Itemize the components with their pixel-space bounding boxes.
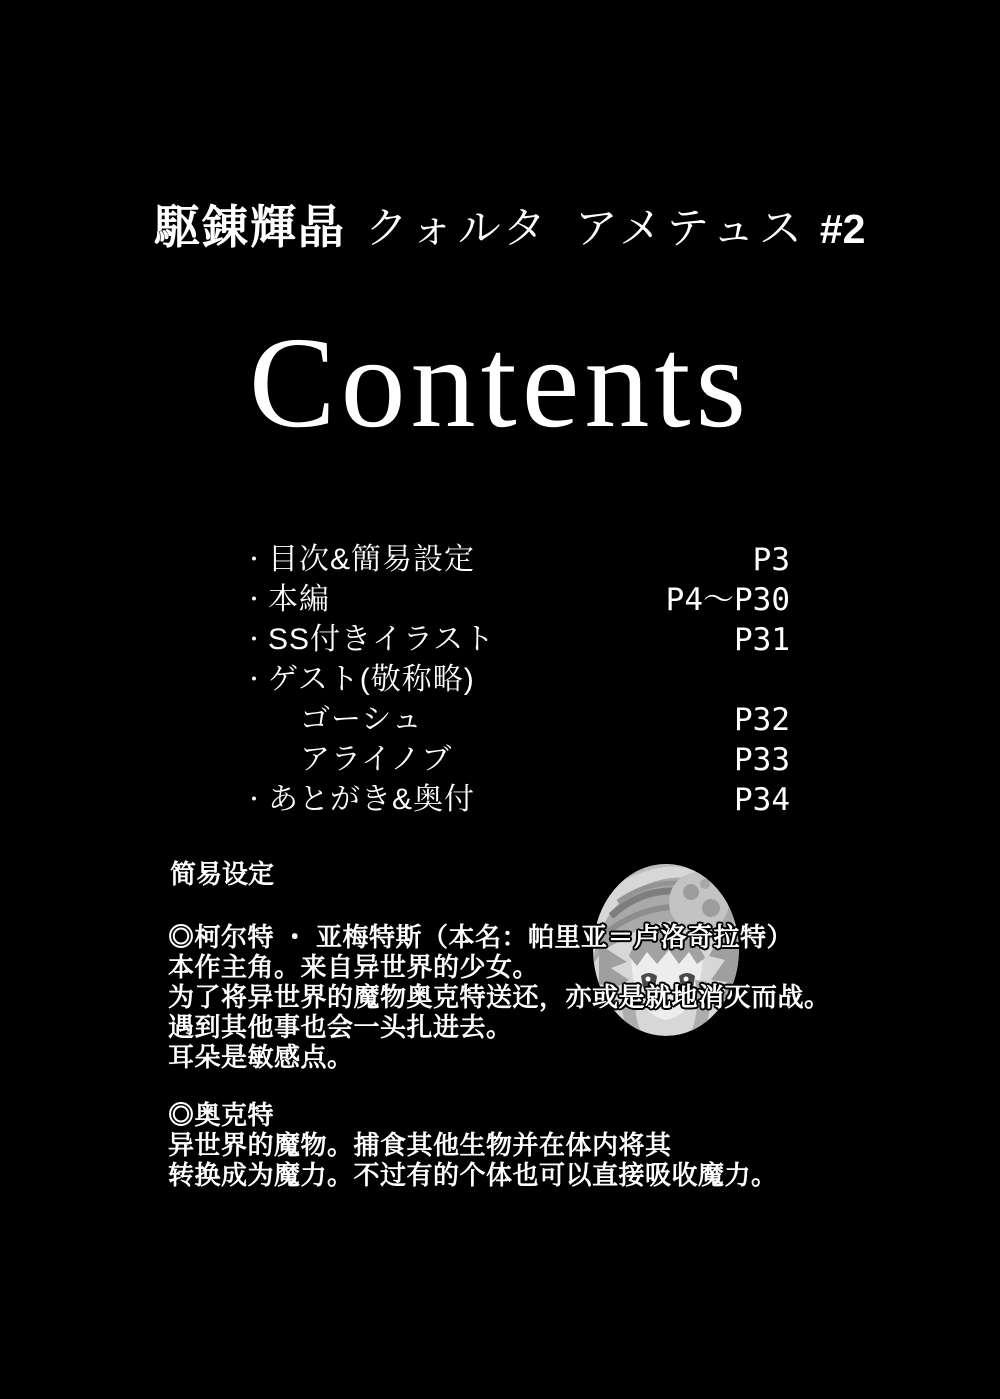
character2-name: ◎奥克特	[168, 1100, 275, 1130]
toc-label: あとがき&奥付	[268, 783, 476, 816]
toc-row-mokuji	[243, 540, 790, 580]
book-title	[154, 202, 865, 255]
toc-row-honpen	[243, 580, 790, 620]
toc-row-arainobu	[243, 740, 790, 780]
toc-row-atogaki	[243, 780, 790, 820]
character1-line: 为了将异世界的魔物奥克特送还，亦或是就地消灭而战。	[168, 982, 831, 1012]
character1-line: 遇到其他事也会一头扎进去。	[168, 1012, 513, 1042]
toc-bullet: ・	[243, 667, 266, 692]
character1-name: ◎柯尔特 ・ 亚梅特斯（本名：帕里亚＝卢洛奇拉特）	[168, 922, 793, 952]
toc-label: アライノブ	[300, 743, 453, 776]
character1-line: 耳朵是敏感点。	[168, 1042, 354, 1072]
table-of-contents	[243, 540, 790, 820]
toc-page-number: P4～P30	[665, 582, 790, 618]
toc-label: SS付きイラスト	[268, 623, 496, 656]
toc-bullet: ・	[243, 627, 266, 652]
toc-bullet: ・	[243, 787, 266, 812]
character2-line: 异世界的魔物。捕食其他生物并在体内将其	[168, 1130, 672, 1160]
series-title: 駆錬輝晶	[154, 201, 346, 253]
toc-bullet: ・	[243, 547, 266, 572]
toc-label: ゴーシュ	[300, 703, 423, 736]
character1-line: 本作主角。来自异世界的少女。	[168, 952, 540, 982]
toc-page-number: P33	[734, 742, 790, 778]
toc-page-number: P34	[734, 782, 790, 818]
issue-number: #2	[819, 206, 866, 252]
toc-bullet: ・	[243, 587, 266, 612]
character1-description	[168, 922, 831, 1072]
character2-line: 转换成为魔力。不过有的个体也可以直接吸收魔力。	[168, 1160, 778, 1190]
toc-row-goshu	[243, 700, 790, 740]
toc-page-number: P31	[734, 622, 790, 658]
character2-description	[168, 1100, 778, 1190]
contents-heading: Contents	[248, 311, 752, 455]
settings-heading: 简易设定	[170, 859, 275, 889]
toc-page-number: P32	[734, 702, 790, 738]
toc-label: 本編	[268, 583, 330, 616]
toc-row-ss-illust	[243, 620, 790, 660]
toc-row-guest	[243, 660, 790, 700]
toc-page-number: P3	[752, 542, 790, 578]
toc-label: 目次&簡易設定	[268, 543, 476, 576]
toc-label: ゲスト(敬称略)	[268, 663, 475, 696]
series-subtitle: クォルタ アメテュス	[365, 206, 806, 253]
